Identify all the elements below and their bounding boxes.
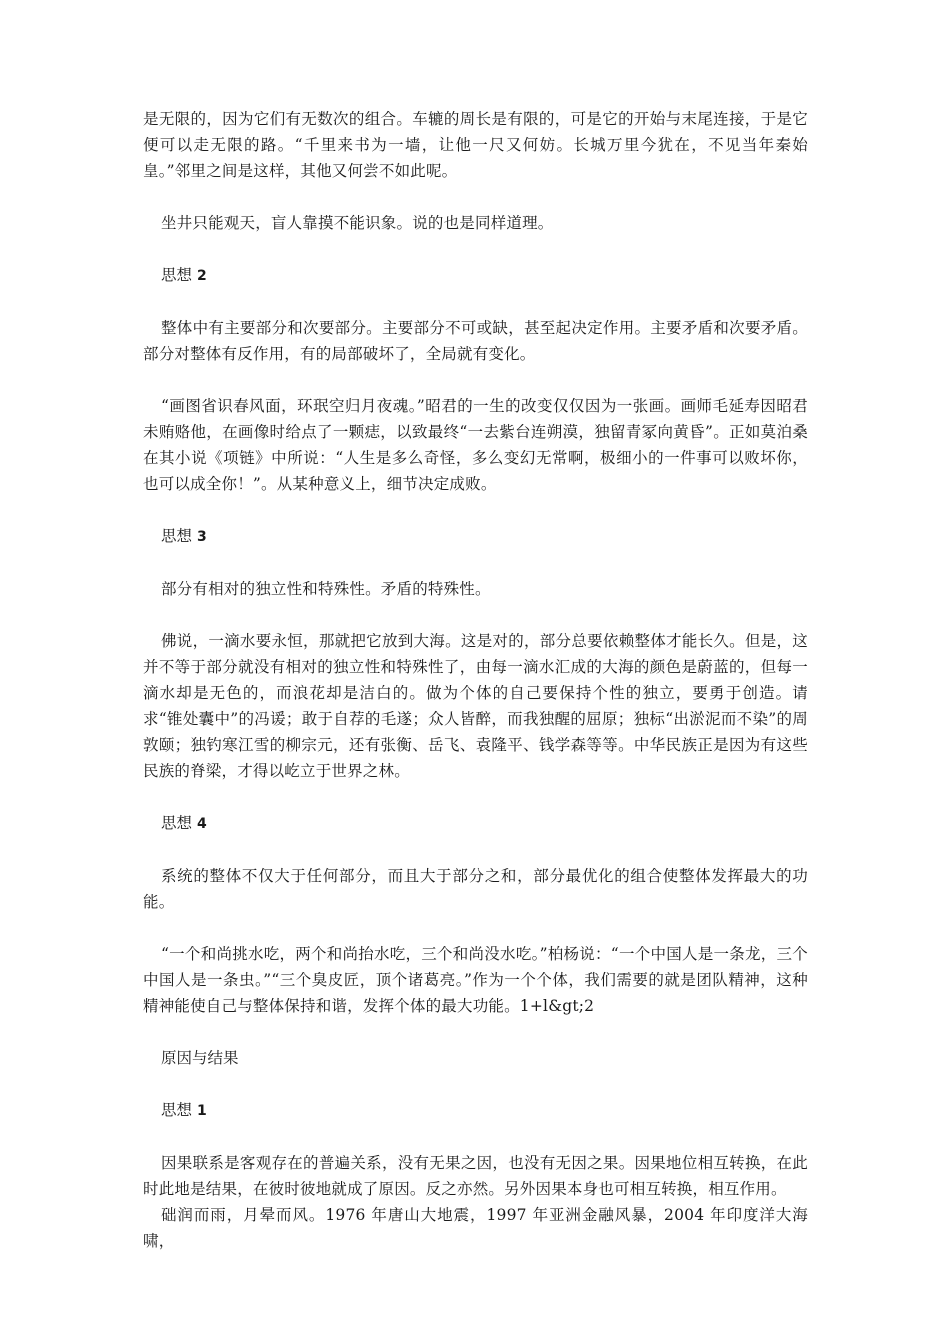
- paragraph-main-parts: 整体中有主要部分和次要部分。主要部分不可或缺，甚至起决定作用。主要矛盾和次要矛盾。部分对整体有反作用，有的局部破坏了，全局就有变化。: [143, 319, 808, 363]
- heading-thought-2: [143, 262, 808, 289]
- paragraph-endless-combinations: 是无限的，因为它们有无数次的组合。车辘的周长是有限的，可是它的开始与末尾连接，于是它便可以走无限的路。“千里来书为一墙，让他一尺又何妨。长城万里今犹在，不见当年秦始皇。”邻里之间是这样，其他又何尝不如此呢。: [143, 110, 808, 180]
- paragraph-zhaojun: “画图省识春风面，环珉空归月夜魂。”昭君的一生的改变仅仅因为一张画。画师毛延寿因昭君未贿赂他，在画像时给点了一颗痣，以致最终“一去紫台连朔漠，独留青冢向黄昏”。正如莫泊桑在其小说《项链》中所说：“人生是多么奇怪，多么变幻无常啊，极细小的一件事可以败坏你，也可以成全你！”。从某种意义上，细节决定成败。: [143, 397, 808, 493]
- paragraph-signs: 础润而雨，月晕而风。1976 年唐山大地震，1997 年亚洲金融风暴，2004 年印度洋大海啸，: [143, 1206, 808, 1250]
- heading-number: 2: [196, 268, 207, 284]
- heading-thought-1: [143, 1097, 808, 1124]
- heading-number: 4: [196, 816, 207, 832]
- heading-text: 思想: [161, 814, 193, 832]
- document-page: [143, 106, 808, 1254]
- heading-text: 思想: [161, 527, 193, 545]
- paragraph-frog-in-well: 坐井只能观天，盲人靠摸不能识象。说的也是同样道理。: [161, 214, 554, 232]
- paragraph-three-monks: “一个和尚挑水吃，两个和尚抬水吃，三个和尚没水吃。”柏杨说：“一个中国人是一条龙，三个中国人是一条虫。”“三个臭皮匠，顶个诸葛亮。”作为一个个体，我们需要的就是团队精神，这种精神能使自己与整体保持和谐，发挥个体的最大功能。1+l&gt;2: [143, 945, 808, 1015]
- paragraph-independence: 部分有相对的独立性和特殊性。矛盾的特殊性。: [161, 580, 491, 598]
- heading-number: 3: [196, 529, 207, 545]
- paragraph-system-whole: 系统的整体不仅大于任何部分，而且大于部分之和，部分最优化的组合使整体发挥最大的功能。: [143, 867, 808, 911]
- paragraph-drop-of-water: 佛说，一滴水要永恒，那就把它放到大海。这是对的，部分总要依赖整体才能长久。但是，这并不等于部分就没有相对的独立性和特殊性了，由每一滴水汇成的大海的颜色是蔚蓝的，但每一滴水却是无色的，而浪花却是洁白的。做为个体的自己要保持个性的独立，要勇于创造。请求“锥处囊中”的冯谖；敢于自荐的毛遂；众人皆醉，而我独醒的屈原；独标“出淤泥而不染”的周敦颐；独钓寒江雪的柳宗元，还有张衡、岳飞、袁隆平、钱学森等等。中华民族正是因为有这些民族的脊梁，才得以屹立于世界之林。: [143, 632, 808, 780]
- heading-thought-3: [143, 523, 808, 550]
- section-title-cause-effect: 原因与结果: [161, 1049, 239, 1067]
- paragraph-causality: 因果联系是客观存在的普遍关系，没有无果之因，也没有无因之果。因果地位相互转换，在此时此地是结果，在彼时彼地就成了原因。反之亦然。另外因果本身也可相互转换，相互作用。: [143, 1154, 808, 1198]
- heading-thought-4: [143, 810, 808, 837]
- heading-text: 思想: [161, 1101, 193, 1119]
- heading-number: 1: [196, 1103, 207, 1119]
- heading-text: 思想: [161, 266, 193, 284]
